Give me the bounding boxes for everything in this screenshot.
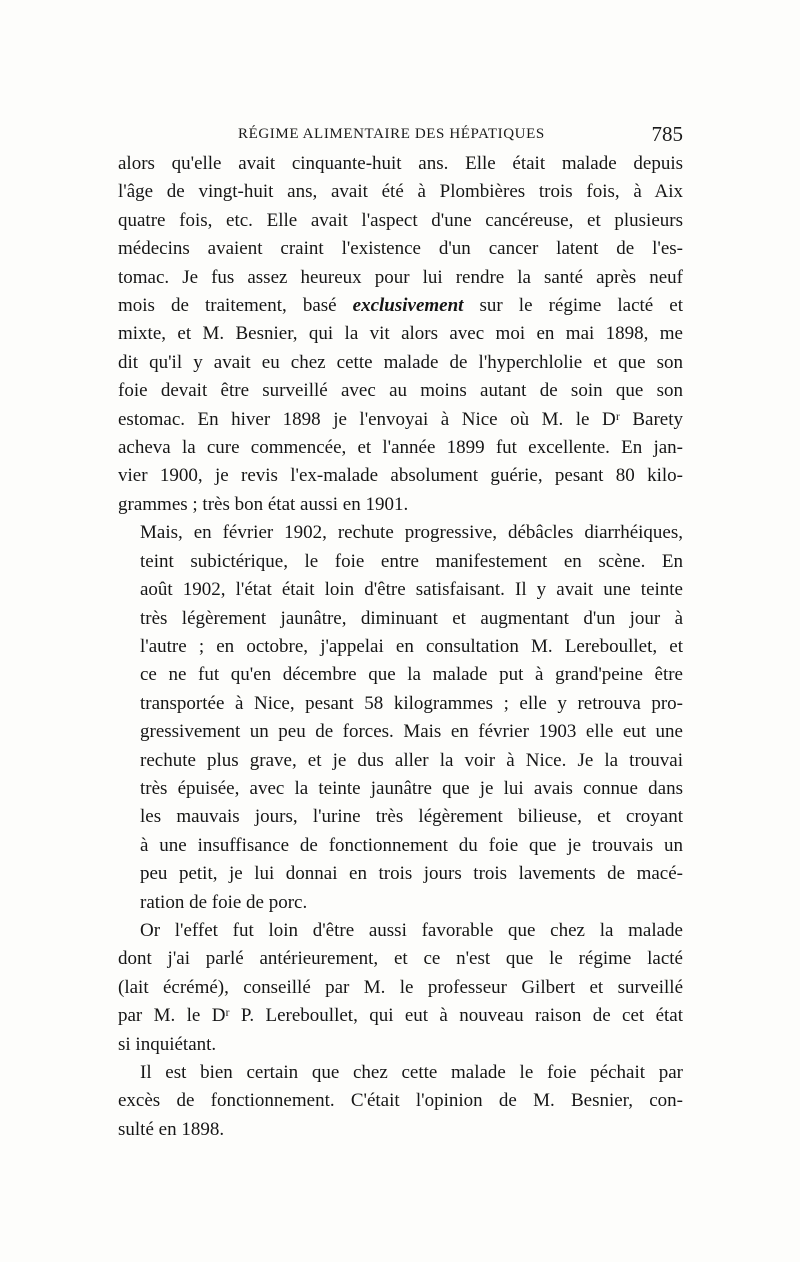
text-fragment: mois de traitement, basé	[118, 295, 337, 317]
text-line: tomac. Je fus assez heureux pour lui rendre la santé après neuf	[118, 266, 683, 288]
text-line: excès de fonctionnement. C'était l'opinion de M. Besnier, con-	[118, 1090, 683, 1112]
text-line: Il est bien certain que chez cette malade le foie péchait par	[140, 1062, 683, 1083]
text-line: très épuisée, avec la teinte jaunâtre que je lui avais connue dans	[140, 777, 683, 799]
text-line: sulté en 1898.	[118, 1118, 225, 1140]
text-line: Or l'effet fut loin d'être aussi favorable que chez la malade	[140, 919, 683, 941]
text-line: dit qu'il y avait eu chez cette malade de l'hyperchlolie et que son	[118, 351, 683, 373]
text-line: peu petit, je lui donnai en trois jours trois lavements de macé-	[140, 863, 683, 885]
body-text	[118, 150, 683, 1144]
text-line: teint subictérique, le foie entre manifestement en scène. En	[140, 550, 683, 572]
text-line: par M. le Dʳ P. Lereboullet, qui eut à nouveau raison de cet état	[118, 1005, 683, 1027]
text-line: très légèrement jaunâtre, diminuant et augmentant d'un jour à	[140, 607, 683, 629]
text-line: gressivement un peu de forces. Mais en février 1903 elle eut une	[140, 721, 683, 743]
paragraph-4	[118, 1059, 683, 1144]
text-line: estomac. En hiver 1898 je l'envoyai à Nice où M. le Dʳ Barety	[118, 408, 683, 430]
text-line: (lait écrémé), conseillé par M. le professeur Gilbert et surveillé	[118, 976, 683, 998]
text-line: rechute plus grave, et je dus aller la voir à Nice. Je la trouvai	[140, 749, 683, 771]
paragraph-3	[118, 917, 683, 1059]
text-line: ce ne fut qu'en décembre que la malade put à grand'peine être	[140, 664, 683, 686]
text-line: l'autre ; en octobre, j'appelai en consultation M. Lereboullet, et	[140, 635, 683, 657]
text-fragment: sur le régime lacté et	[479, 295, 684, 317]
running-title: RÉGIME ALIMENTAIRE DES HÉPATIQUES	[238, 126, 545, 142]
text-line: si inquiétant.	[118, 1033, 217, 1055]
text-line: quatre fois, etc. Elle avait l'aspect d'une cancéreuse, et plusieurs	[118, 209, 683, 231]
text-line: grammes ; très bon état aussi en 1901.	[118, 493, 409, 515]
text-line: à une insuffisance de fonctionnement du foie que je trouvais un	[140, 834, 683, 856]
text-line: les mauvais jours, l'urine très légèrement bilieuse, et croyant	[140, 806, 683, 828]
text-line: l'âge de vingt-huit ans, avait été à Plombières trois fois, à Aix	[118, 181, 683, 203]
text-line: foie devait être surveillé avec au moins autant de soin que son	[118, 380, 683, 402]
paragraph-2	[118, 519, 683, 917]
text-line: médecins avaient craint l'existence d'un cancer latent de l'es-	[118, 238, 683, 260]
emphasized-word: exclusivement	[352, 295, 464, 317]
text-line: août 1902, l'état était loin d'être satisfaisant. Il y avait une teinte	[140, 579, 683, 601]
paragraph-1	[118, 150, 683, 519]
text-line: vier 1900, je revis l'ex-malade absolument guérie, pesant 80 kilo-	[118, 465, 683, 487]
text-line: mixte, et M. Besnier, qui la vit alors avec moi en mai 1898, me	[118, 323, 683, 345]
text-line: transportée à Nice, pesant 58 kilogrammes ; elle y retrouva pro-	[140, 692, 683, 714]
page-number: 785	[651, 122, 683, 146]
text-line: dont j'ai parlé antérieurement, et ce n'est que le régime lacté	[118, 948, 683, 970]
text-line: ration de foie de porc.	[140, 891, 308, 913]
running-head	[118, 122, 683, 152]
text-line: Mais, en février 1902, rechute progressive, débâcles diarrhéiques,	[140, 522, 683, 544]
text-line: alors qu'elle avait cinquante-huit ans. Elle était malade depuis	[118, 153, 683, 174]
text-line	[118, 292, 683, 320]
text-line: acheva la cure commencée, et l'année 1899 fut excellente. En jan-	[118, 437, 683, 459]
